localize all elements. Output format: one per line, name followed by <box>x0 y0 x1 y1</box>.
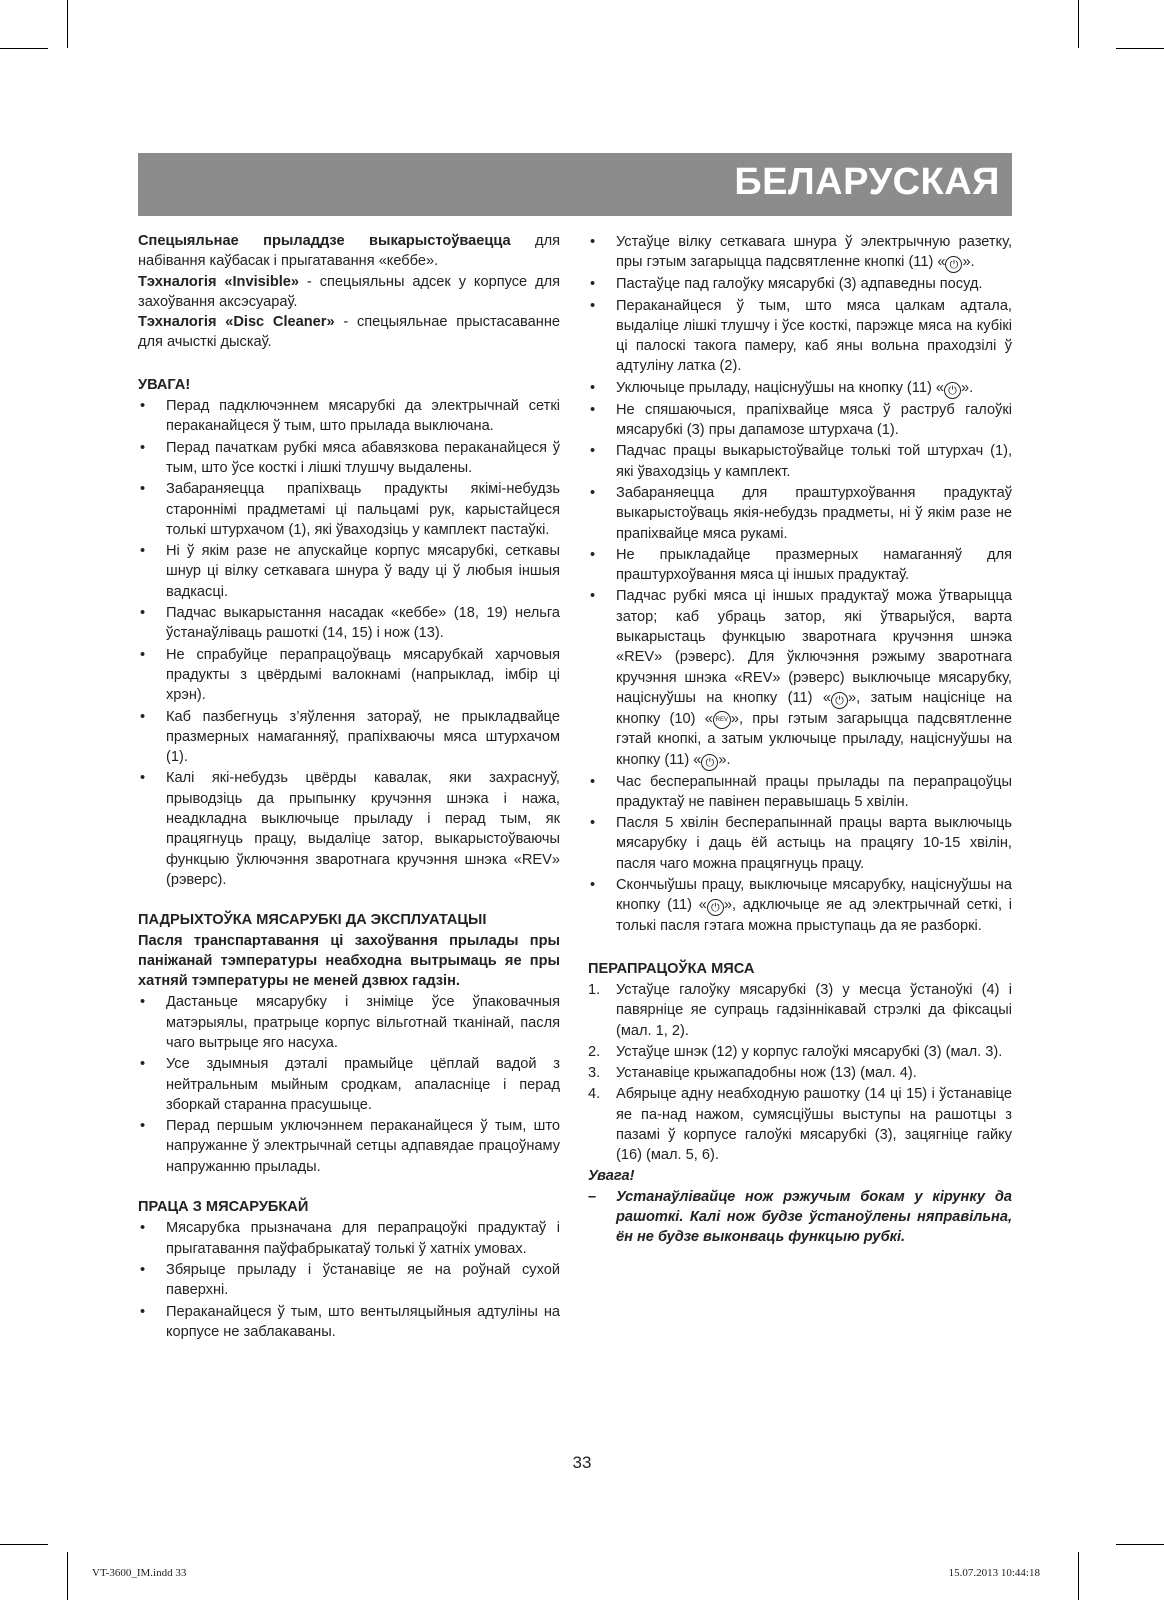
crop-mark <box>1116 1544 1164 1545</box>
crop-mark <box>0 48 48 49</box>
list-item: • Пасля 5 хвілін бесперапыннай працы варта выключыць мясарубку і даць ёй астыць на працягу 10-15 хвілін, пасля чаго можна працягнуць працу. <box>590 815 1012 872</box>
list-item: 4. Абярыце адну неабходную рашотку (14 ці 15) і ўстанавіце яе па-над нажом, сумясціўшы выступы на рашотцы з пазамі ў корпусе галоўкі мясарубкі (3), зацягніце гайку (16) (мал. 5, 6). <box>588 1086 1012 1164</box>
list-item: • Збярыце прыладу і ўстанавіце яе на роўнай сухой паверхні. <box>140 1261 560 1299</box>
crop-mark <box>1078 1552 1079 1600</box>
language-title: БЕЛАРУСКАЯ <box>734 161 1000 203</box>
power-button-icon: ⏻ <box>831 692 848 709</box>
list-item: • Не прыкладайце празмерных намаганняў для праштурхоўвання мяса ці іншых прадуктаў. <box>590 546 1012 584</box>
list-item: • Мясарубка прызначана для перапрацоўкі прадуктаў і прыгатавання паўфабрыкатаў толькі ў хатніх умовах. <box>140 1220 560 1257</box>
list-item: 2. Устаўце шнэк (12) у корпус галоўкі мясарубкі (3) (мал. 3). <box>588 1043 1003 1060</box>
list-item: • Пераканайцеся ў тым, што мяса цалкам адтала, выдаліце лішкі тлушчу і ўсе косткі, парэжце мяса на кубікі ці палоскі такога памеру, каб яны вольна праходзілі ў адтуліну латка (2). <box>590 297 1012 375</box>
reverse-button-icon: REV <box>713 711 731 729</box>
language-header-bar <box>138 153 1012 216</box>
intro-paragraph: Тэхналогія «Disc Cleaner» - спецыяльнае прыстасаванне для ачысткі дыскаў. <box>138 314 560 351</box>
list-item: • Не спяшаючыся, прапіхвайце мяса ў раструб галоўкі мясарубкі (3) пры дапамозе штурхача (1). <box>590 401 1012 439</box>
processing-heading: ПЕРАПРАЦОЎКА МЯСА <box>588 960 755 977</box>
power-button-icon: ⏻ <box>944 382 961 399</box>
preparation-intro: Пасля транспартавання ці захоўвання прылады пры паніжанай тэмпературы неабходна вытрымаць яе пры хатняй тэмпературы не меней дзвюх гадзін. <box>138 932 560 990</box>
intro-paragraph: Тэхналогія «Invisible» - спецыяльны адсек у корпусе для захоўвання аксэсуараў. <box>138 273 560 310</box>
caution-heading: Увага! <box>588 1167 635 1184</box>
crop-mark <box>67 0 68 48</box>
list-item: • Падчас працы выкарыстоўвайце толькі той штурхач (1), які ўваходзіць у камплект. <box>590 443 1012 480</box>
list-item: • Скончыўшы працу, выключыце мясарубку, націснуўшы на кнопку (11) « ⏻ », адключыце яе ад электрычнай сеткі, і толькі пасля гэтага можна прыступаць да яе разборкі. <box>590 877 1013 935</box>
preparation-heading: ПАДРЫХТОЎКА МЯСАРУБКІ ДА ЭКСПЛУАТАЦЫІ <box>138 912 487 929</box>
list-item: • Забараняецца прапіхваць прадукты якімі-небудзь староннімі прадметамі ці пальцамі рук, карыстайцеся толькі штурхачом (1), які ўваходзіць у камплект пастаўкі. <box>140 481 560 538</box>
list-item: • Час бесперапыннай працы прылады па перапрацоўцы прадуктаў не павінен перавышаць 5 хвілін. <box>590 773 1012 810</box>
list-item: • Уключыце прыладу, націснуўшы на кнопку (11) « ⏻ ». <box>590 379 974 397</box>
caution-list <box>588 1187 1012 1248</box>
processing-steps <box>588 980 1012 1166</box>
list-item: • Забараняецца для праштурхоўвання прадуктаў выкарыстоўваць якія-небудзь прадметы, ні ў якім разе не прапіхвайце мяса рукамі. <box>590 484 1012 542</box>
list-item: • Пастаўце пад галоўку мясарубкі (3) адпаведны посуд. <box>590 276 983 293</box>
preparation-list <box>138 992 560 1177</box>
page-number: 33 <box>572 1453 592 1472</box>
list-item: • Усе здымныя дэталі прамыйце цёплай вадой з нейтральным мыйным сродкам, апаласніце і перад зборкай старанна прасушыце. <box>140 1056 560 1113</box>
operation-heading: ПРАЦА З МЯСАРУБКАЙ <box>138 1199 309 1216</box>
list-item: • Перад пачаткам рубкі мяса абавязкова пераканайцеся ў тым, што ўсе косткі і лішкі тлушчу выдалены. <box>140 439 560 476</box>
list-item: • Пераканайцеся ў тым, што вентыляцыйныя адтуліны на корпусе не заблакаваны. <box>140 1303 560 1340</box>
list-item: • Калі які-небудзь цвёрды кавалак, яки захраснуў, прыводзіць да прыпынку кручэння шнэка і нажа, неадкладна выключыце прыладу і перад тым, як працягнуць працу, выдаліце затор, выкарыстоўваючы функцыю ўключэння зваротнага кручэння шнэка «REV» (рэверс). <box>140 770 560 888</box>
list-item: • Дастаньце мясарубку і зніміце ўсе ўпаковачныя матэрыялы, пратрыце корпус вільготнай тканінай, пасля чаго вытрыце яго насуха. <box>140 994 560 1051</box>
crop-mark <box>1078 0 1079 48</box>
power-button-icon: ⏻ <box>945 256 962 273</box>
warning-list <box>138 396 560 890</box>
list-item: • Устаўце вілку сеткавага шнура ў электрычную разетку, пры гэтым загарыцца падсвятленне кнопкі (11) « ⏻ ». <box>590 234 1012 272</box>
intro-paragraph: Спецыяльнае прыладдзе выкарыстоўваецца для набівання каўбасак і прыгатавання «кеббе». <box>138 233 560 270</box>
operation-list <box>138 1218 560 1342</box>
list-item: • Не спрабуйце перапрацоўваць мясарубкай харчовыя прадукты з цвёрдымі валокнамі (напрыклад, імбір ці хрэн). <box>140 646 560 704</box>
crop-mark <box>0 1544 48 1545</box>
list-item: 3. Устанавіце крыжападобны нож (13) (мал. 4). <box>588 1065 917 1082</box>
crop-mark <box>1116 48 1164 49</box>
list-item: • Падчас выкарыстання насадак «кеббе» (18, 19) нельга ўстанаўліваць рашоткі (14, 15) і нож (13). <box>140 605 560 642</box>
power-button-icon: ⏻ <box>707 899 724 916</box>
footer-file-name: VT-3600_IM.indd 33 <box>92 1567 187 1579</box>
power-button-icon: ⏻ <box>701 754 718 771</box>
right-column <box>588 231 1012 1248</box>
caution-item: – Устанаўлівайце нож рэжучым бокам у кірунку да рашоткі. Калі нож будзе ўстаноўлены няправільна, ён не будзе выконваць функцыю рубкі. <box>588 1188 1012 1246</box>
list-item: • Перад падключэннем мясарубкі да электрычнай сеткі пераканайцеся ў тым, што прылада выключана. <box>140 398 560 435</box>
list-item: • Ні ў якім разе не апускайце корпус мясарубкі, сеткавы шнур ці вілку сеткавага шнура ў ваду ці ў любыя іншыя вадкасці. <box>140 543 560 600</box>
left-column <box>138 231 560 1342</box>
list-item: • Перад першым уключэннем пераканайцеся ў тым, што напружанне ў электрычнай сетцы адпавядае працоўнаму напружанню прылады. <box>140 1118 560 1175</box>
crop-mark <box>67 1552 68 1600</box>
operation-steps-list <box>588 232 1012 937</box>
footer-timestamp: 15.07.2013 10:44:18 <box>948 1567 1040 1579</box>
list-item: • Каб пазбегнуць з’яўлення затораў, не прыкладвайце празмерных намаганняў, прапіхваючы мяса штурхачом (1). <box>140 708 560 766</box>
warning-heading: УВАГА! <box>138 376 191 393</box>
list-item: • Падчас рубкі мяса ці іншых прадуктаў можа ўтварыцца затор; каб убраць затор, які ўтварыўся, варта выкарыстаць функцыю зваротнага кручэння шнэка «REV» (рэверс). Для ўключэння рэжыму зваротнага кручэння шнэка «REV» (рэверс) выключыце мясарубку, націснуўшы на кнопку (11) « ⏻ », затым націсніце на кнопку (10) « REV », пры гэтым загарыцца падсвятленне гэтай кнопкі, а затым уключыце прыладу, націснуўшы на кнопку (11) « ⏻ ». <box>590 588 1012 769</box>
list-item: 1. Устаўце галоўку мясарубкі (3) у месца ўстаноўкі (4) і павярніце яе супраць гадзіннікавай стрэлкі да фіксацыі (мал. 1, 2). <box>588 981 1012 1039</box>
